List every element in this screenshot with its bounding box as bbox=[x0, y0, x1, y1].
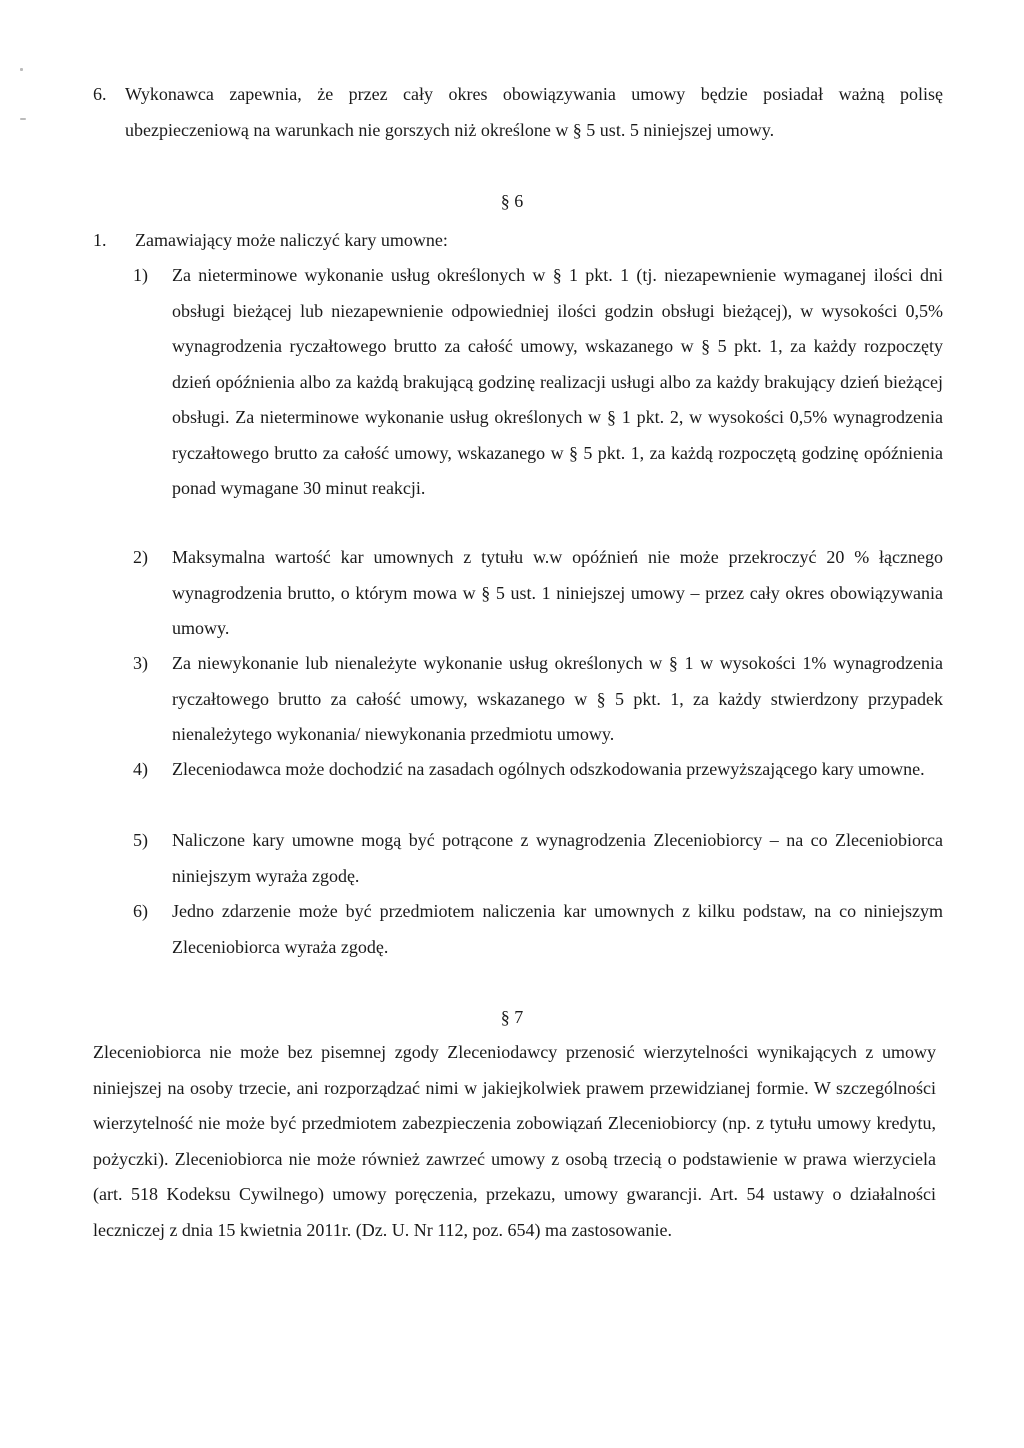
sub-item-text: Maksymalna wartość kar umownych z tytułu w.w opóźnień nie może przekroczyć 20 % łącznego wynagrodzenia brutto, o którym mowa w § 5 ust. 1 niniejszej umowy – przez cały okres obowiązywania umowy. bbox=[172, 547, 943, 638]
sub-item bbox=[133, 258, 943, 507]
sub-item-text: Jedno zdarzenie może być przedmiotem naliczenia kar umownych z kilku podstaw, na co niniejszym Zleceniobiorca wyraża zgodę. bbox=[172, 901, 943, 957]
sub-item-number: 4) bbox=[133, 759, 148, 779]
sub-item bbox=[133, 540, 943, 647]
sub-item-text: Za niewykonanie lub nienależyte wykonanie usług określonych w § 1 w wysokości 1% wynagrodzenia ryczałtowego brutto za całość umowy, wskazanego w § 5 pkt. 1, za każdy stwierdzony przypadek nienależytego wykonania/ niewykonania przedmiotu umowy. bbox=[172, 653, 943, 744]
section7-paragraph: Zleceniobiorca nie może bez pisemnej zgody Zleceniodawcy przenosić wierzytelności wynikających z umowy niniejszej na osoby trzecie, ani rozporządzać nimi w jakiejkolwiek prawem przewidzianej formie. W szczególności wierzytelność nie może być przedmiotem zabezpieczenia zobowiązań Zleceniobiorcy (np. z tytułu umowy kredytu, pożyczki). Zleceniobiorca nie może również zawrzeć umowy z osobą trzecią o podstawienie w prawa wierzyciela (art. 518 Kodeksu Cywilnego) umowy poręczenia, przekazu, umowy gwarancji. Art. 54 ustawy o działalności leczniczej z dnia 15 kwietnia 2011r. (Dz. U. Nr 112, poz. 654) ma zastosowanie. bbox=[93, 1042, 936, 1240]
sub-item-number: 5) bbox=[133, 830, 148, 850]
section6-item-1 bbox=[93, 223, 943, 259]
scan-artifact bbox=[20, 118, 26, 120]
list-item-text: Zamawiający może naliczyć kary umowne: bbox=[135, 230, 448, 250]
sub-item-number: 3) bbox=[133, 653, 148, 673]
sub-item-text: Za nieterminowe wykonanie usług określonych w § 1 pkt. 1 (tj. niezapewnienie wymaganej ilości dni obsługi bieżącej lub niezapewnienie odpowiedniej ilości godzin obsługi bieżącej), w wysokości 0,5% wynagrodzenia ryczałtowego brutto za całość umowy, wskazanego w § 5 pkt. 1, za każdy rozpoczęty dzień opóźnienia albo za każdą brakującą godzinę realizacji usługi albo za każdy brakujący dzień bieżącej obsługi. Za nieterminowe wykonanie usług określonych w § 1 pkt. 2, w wysokości 0,5% wynagrodzenia ryczałtowego brutto za całość umowy, wskazanego w § 5 pkt. 1, za każdą rozpoczętą godzinę opóźnienia ponad wymagane 30 minut reakcji. bbox=[172, 265, 943, 498]
scan-artifact bbox=[20, 68, 23, 71]
section-heading: § 7 bbox=[500, 1007, 524, 1027]
sub-item-text: Naliczone kary umowne mogą być potrącone z wynagrodzenia Zleceniobiorcy – na co Zleceniobiorca niniejszym wyraża zgodę. bbox=[172, 830, 943, 886]
sub-item-number: 6) bbox=[133, 901, 148, 921]
sub-item-text: Zleceniodawca może dochodzić na zasadach ogólnych odszkodowania przewyższającego kary umowne. bbox=[172, 759, 925, 779]
top-list-item bbox=[93, 77, 943, 148]
list-item-number: 6. bbox=[93, 84, 107, 104]
sub-item bbox=[133, 646, 943, 753]
section-heading: § 6 bbox=[500, 191, 524, 211]
sub-item bbox=[133, 823, 943, 894]
sub-item-number: 1) bbox=[133, 265, 148, 285]
sub-item bbox=[133, 894, 943, 965]
list-item-number: 1. bbox=[93, 230, 107, 250]
sub-item bbox=[133, 752, 943, 788]
sub-item-number: 2) bbox=[133, 547, 148, 567]
list-item-text: Wykonawca zapewnia, że przez cały okres obowiązywania umowy będzie posiadał ważną polisę ubezpieczeniową na warunkach nie gorszych niż określone w § 5 ust. 5 niniejszej umowy. bbox=[125, 84, 943, 140]
